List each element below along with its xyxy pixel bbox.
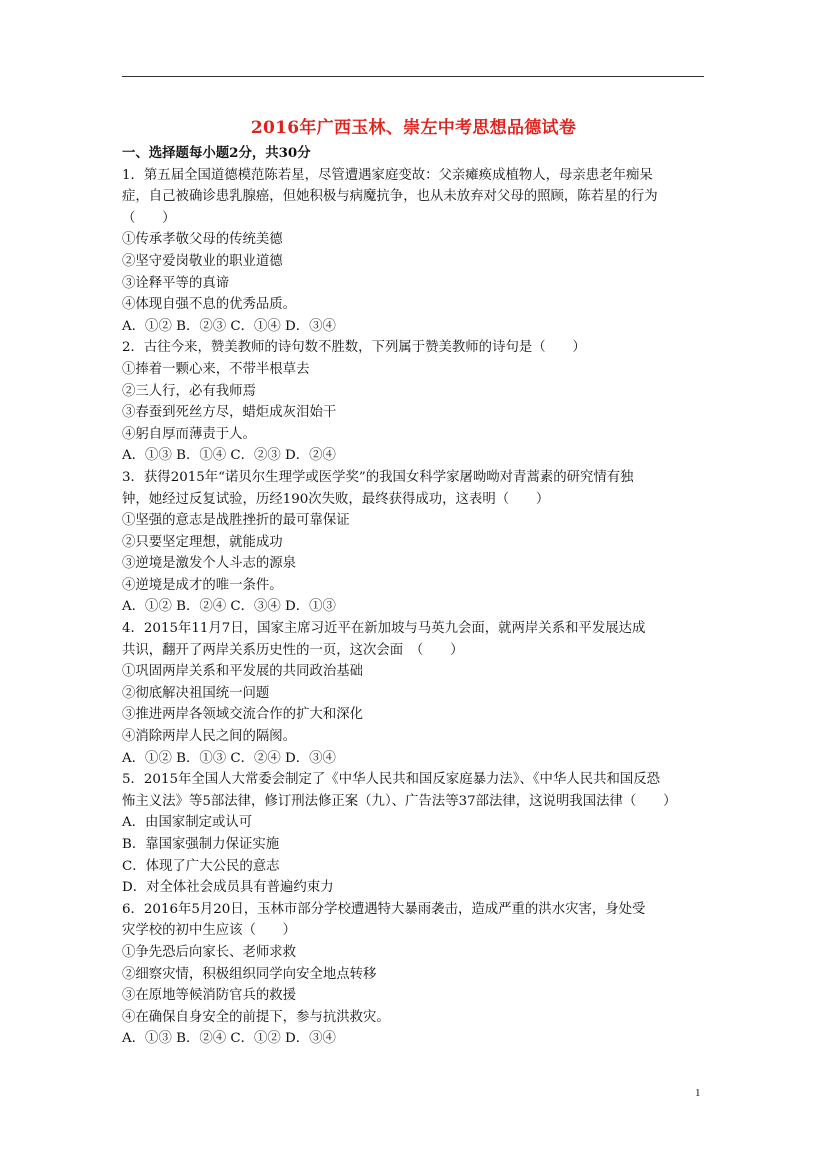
question-option: A．由国家制定或认可 xyxy=(122,815,253,831)
question-option: ④体现自强不息的优秀品质。 xyxy=(122,297,297,313)
question-1 xyxy=(122,165,707,338)
question-option: ④消除两岸人民之间的隔阂。 xyxy=(122,729,297,745)
question-section xyxy=(122,143,707,1050)
question-stem-line: 1．第五届全国道德模范陈若星，尽管遭遇家庭变故：父亲瘫痪成植物人，母亲患老年痴呆 xyxy=(122,167,653,183)
question-list xyxy=(122,165,707,1050)
question-stem-line: 症，自己被确诊患乳腺癌，但她积极与病魔抗争，也从未放弃对父母的照顾，陈若星的行为 xyxy=(122,189,658,205)
question-option: ①争先恐后向家长、老师求救 xyxy=(122,944,297,960)
question-option: B．靠国家强制力保证实施 xyxy=(122,837,280,852)
question-option: ①传承孝敬父母的传统美德 xyxy=(122,232,283,248)
question-option: ④在确保自身安全的前提下，参与抗洪救灾。 xyxy=(122,1009,390,1025)
question-option: ③推进两岸各领域交流合作的扩大和深化 xyxy=(122,707,364,723)
question-option: ④躬自厚而薄责于人。 xyxy=(122,426,256,442)
question-option: ③诠释平等的真谛 xyxy=(122,275,230,291)
question-option: C．体现了广大公民的意志 xyxy=(122,858,280,874)
question-option: ②只要坚定理想，就能成功 xyxy=(122,534,283,550)
question-stem-line: 6．2016年5月20日，玉林市部分学校遭遇特大暴雨袭击，造成严重的洪水灾害，身处受 xyxy=(122,901,646,917)
question-stem-line: 钟，她经过反复试验，历经190次失败，最终获得成功，这表明（ ） xyxy=(122,491,550,507)
answer-choices: A．①③ B．①④ C．②③ D．②④ xyxy=(122,448,336,464)
answer-choices: A．①② B．①③ C．②④ D．③④ xyxy=(122,750,336,766)
question-stem-line: 3．获得2015年“诺贝尔生理学或医学奖”的我国女科学家屠呦呦对青蒿素的研究情有独 xyxy=(122,469,634,485)
header-rule xyxy=(122,76,704,77)
question-option: ①坚强的意志是战胜挫折的最可靠保证 xyxy=(122,513,350,529)
question-stem-line: 灾学校的初中生应该（ ） xyxy=(122,923,297,939)
question-3 xyxy=(122,467,707,618)
question-option: ②细察灾情，积极组织同学向安全地点转移 xyxy=(122,966,377,982)
question-stem-line: 共识，翻开了两岸关系历史性的一页，这次会面 （ ） xyxy=(122,642,464,658)
question-6 xyxy=(122,899,707,1050)
page-number: 1 xyxy=(695,1087,701,1099)
question-option: ②坚守爱岗敬业的职业道德 xyxy=(122,253,283,269)
question-stem-line: （ ） xyxy=(122,210,176,226)
answer-choices: A．①② B．②③ C．①④ D．③④ xyxy=(122,318,336,334)
question-stem-line: 4．2015年11月7日，国家主席习近平在新加坡与马英九会面，就两岸关系和平发展达成 xyxy=(122,621,646,637)
question-stem-line: 2．古往今来，赞美教师的诗句数不胜数，下列属于赞美教师的诗句是（ ） xyxy=(122,340,586,356)
question-stem-line: 怖主义法》等5部法律，修订刑法修正案（九）、广告法等37部法律，这说明我国法律（ ） xyxy=(122,793,677,809)
document-title: 2016年广西玉林、崇左中考思想品德试卷 xyxy=(250,118,577,138)
question-option: ②三人行，必有我师焉 xyxy=(122,383,256,399)
section-heading: 一、选择题每小题2分，共30分 xyxy=(122,145,311,161)
question-option: ③在原地等候消防官兵的救援 xyxy=(122,988,297,1004)
question-5 xyxy=(122,769,707,899)
question-4 xyxy=(122,618,707,769)
question-option: ①巩固两岸关系和平发展的共同政治基础 xyxy=(122,664,364,680)
answer-choices: A．①② B．②④ C．③④ D．①③ xyxy=(122,599,336,615)
question-option: ④逆境是成才的唯一条件。 xyxy=(122,577,283,593)
question-option: ③春蚕到死丝方尽，蜡炬成灰泪始干 xyxy=(122,405,337,421)
question-stem-line: 5．2015年全国人大常委会制定了《中华人民共和国反家庭暴力法》、《中华人民共和国反恐 xyxy=(122,772,661,788)
question-2 xyxy=(122,337,707,467)
question-option: ①捧着一颗心来，不带半根草去 xyxy=(122,361,310,377)
question-option: ③逆境是激发个人斗志的源泉 xyxy=(122,556,297,572)
question-option: D．对全体社会成员具有普遍约束力 xyxy=(122,880,334,896)
question-option: ②彻底解决祖国统一问题 xyxy=(122,685,270,701)
answer-choices: A．①③ B．②④ C．①② D．③④ xyxy=(122,1031,336,1047)
